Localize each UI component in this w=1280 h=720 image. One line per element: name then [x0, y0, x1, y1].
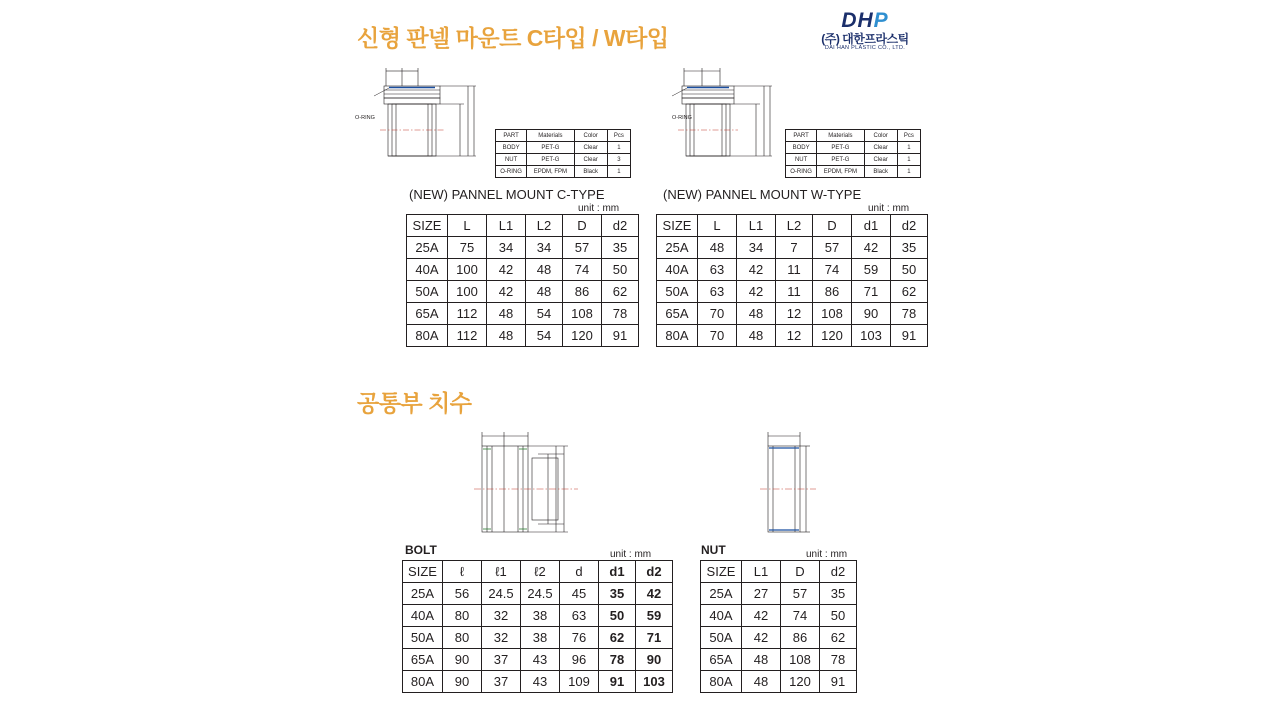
table-row	[701, 583, 857, 605]
cell: NUT	[496, 154, 527, 166]
table-header-row	[403, 561, 673, 583]
col-l2: L2	[526, 215, 563, 237]
cell: 50	[820, 605, 857, 627]
col-materials: Materials	[527, 130, 574, 142]
cell: 40A	[701, 605, 742, 627]
cell: 108	[563, 303, 602, 325]
cell: PET-G	[527, 142, 574, 154]
table-row	[701, 627, 857, 649]
cell: EPDM, FPM	[817, 166, 864, 178]
cell: 12	[776, 303, 813, 325]
table-header-row	[701, 561, 857, 583]
col-pcs: Pcs	[897, 130, 920, 142]
cell: Clear	[574, 154, 607, 166]
table-row	[496, 154, 631, 166]
cell: 24.5	[482, 583, 521, 605]
cell: 80	[443, 605, 482, 627]
col-d2: d2	[636, 561, 673, 583]
cell: 75	[448, 237, 487, 259]
cell: 7	[776, 237, 813, 259]
cell: 90	[443, 671, 482, 693]
table-row	[407, 325, 639, 347]
cell: 27	[742, 583, 781, 605]
cell: 80A	[701, 671, 742, 693]
cell: 25A	[657, 237, 698, 259]
col-l: L	[448, 215, 487, 237]
nut-caption: NUT	[701, 543, 726, 557]
cell: 80	[443, 627, 482, 649]
table-row	[407, 281, 639, 303]
unit-label-c: unit : mm	[578, 203, 620, 214]
cell: Clear	[864, 154, 897, 166]
col-l2: L2	[776, 215, 813, 237]
table-row	[657, 259, 928, 281]
cell: 90	[636, 649, 673, 671]
cell: 91	[602, 325, 639, 347]
cell: 35	[599, 583, 636, 605]
cell: 71	[636, 627, 673, 649]
company-logo	[795, 10, 935, 52]
cell: 100	[448, 259, 487, 281]
cell: 65A	[407, 303, 448, 325]
col-d1: d1	[599, 561, 636, 583]
cell: 48	[737, 325, 776, 347]
cell: 38	[521, 605, 560, 627]
cell: 48	[742, 671, 781, 693]
cell: 96	[560, 649, 599, 671]
table-row	[403, 627, 673, 649]
table-row	[407, 303, 639, 325]
cell: 62	[891, 281, 928, 303]
cell: 32	[482, 627, 521, 649]
cell: 86	[813, 281, 852, 303]
parts-table-w-type	[785, 129, 921, 178]
table-row	[657, 237, 928, 259]
cell: 80A	[657, 325, 698, 347]
o-ring-label-w: O-RING	[672, 115, 692, 121]
w-type-caption: (NEW) PANNEL MOUNT W-TYPE	[663, 187, 862, 202]
cell: 112	[448, 303, 487, 325]
cell: 86	[781, 627, 820, 649]
cell: 50A	[701, 627, 742, 649]
table-row	[407, 237, 639, 259]
spec-table-bolt	[402, 560, 673, 693]
col-pcs: Pcs	[607, 130, 630, 142]
cell: 62	[599, 627, 636, 649]
cell: 42	[852, 237, 891, 259]
col-l1: L1	[737, 215, 776, 237]
cell: 12	[776, 325, 813, 347]
cell: 70	[698, 325, 737, 347]
cell: 65A	[657, 303, 698, 325]
cell: 78	[820, 649, 857, 671]
cell: 103	[852, 325, 891, 347]
table-header-row	[786, 130, 921, 142]
col-l2: ℓ2	[521, 561, 560, 583]
cell: NUT	[786, 154, 817, 166]
cell: 74	[813, 259, 852, 281]
col-l: ℓ	[443, 561, 482, 583]
bolt-drawing	[470, 428, 590, 540]
col-d: d	[560, 561, 599, 583]
cell: 63	[698, 259, 737, 281]
table-row	[403, 671, 673, 693]
cell: 34	[526, 237, 563, 259]
cell: O-RING	[786, 166, 817, 178]
col-d: D	[813, 215, 852, 237]
logo-korean-name: (주) 대한프라스틱	[821, 32, 909, 46]
col-d: D	[563, 215, 602, 237]
spec-table-nut	[700, 560, 857, 693]
table-row	[403, 649, 673, 671]
cell: 42	[636, 583, 673, 605]
logo-mark-p: P	[873, 9, 889, 32]
cell: 74	[781, 605, 820, 627]
cell: 1	[897, 142, 920, 154]
cell: 45	[560, 583, 599, 605]
cell: 56	[443, 583, 482, 605]
cell: 65A	[701, 649, 742, 671]
cell: BODY	[496, 142, 527, 154]
cell: PET-G	[817, 154, 864, 166]
cell: 38	[521, 627, 560, 649]
cell: 80A	[403, 671, 443, 693]
cell: 50A	[403, 627, 443, 649]
cell: 35	[891, 237, 928, 259]
table-row	[496, 166, 631, 178]
page-title-bottom: 공통부 치수	[357, 390, 472, 416]
cell: 80A	[407, 325, 448, 347]
bolt-caption: BOLT	[405, 543, 437, 557]
cell: 112	[448, 325, 487, 347]
col-d2: d2	[602, 215, 639, 237]
table-row	[701, 605, 857, 627]
cell: 91	[820, 671, 857, 693]
cell: Black	[864, 166, 897, 178]
cell: 3	[607, 154, 630, 166]
cell: 37	[482, 649, 521, 671]
cell: 63	[560, 605, 599, 627]
cell: 54	[526, 325, 563, 347]
cell: 59	[852, 259, 891, 281]
cell: 42	[737, 281, 776, 303]
col-size: SIZE	[701, 561, 742, 583]
cell: 1	[607, 166, 630, 178]
cell: 48	[526, 281, 563, 303]
cell: 42	[742, 627, 781, 649]
cell: 62	[602, 281, 639, 303]
cell: 24.5	[521, 583, 560, 605]
cell: 48	[698, 237, 737, 259]
logo-mark-dh: DH	[841, 9, 874, 32]
cell: 40A	[403, 605, 443, 627]
col-color: Color	[574, 130, 607, 142]
cell: Black	[574, 166, 607, 178]
col-l1: ℓ1	[482, 561, 521, 583]
col-part: PART	[786, 130, 817, 142]
cell: 90	[852, 303, 891, 325]
col-l1: L1	[742, 561, 781, 583]
table-row	[701, 649, 857, 671]
cell: 48	[487, 325, 526, 347]
cell: 78	[602, 303, 639, 325]
cell: 86	[563, 281, 602, 303]
cell: 54	[526, 303, 563, 325]
cell: 48	[742, 649, 781, 671]
cell: 48	[487, 303, 526, 325]
table-row	[403, 583, 673, 605]
cell: 103	[636, 671, 673, 693]
cell: EPDM, FPM	[527, 166, 574, 178]
cell: 50	[891, 259, 928, 281]
page-title-top: 신형 판넬 마운트 C타입 / W타입	[357, 25, 669, 51]
cell: 1	[897, 166, 920, 178]
cell: 78	[891, 303, 928, 325]
table-row	[657, 325, 928, 347]
cell: 71	[852, 281, 891, 303]
table-row	[403, 605, 673, 627]
table-row	[496, 142, 631, 154]
cell: 48	[526, 259, 563, 281]
spec-table-c-type	[406, 214, 639, 347]
cell: 120	[813, 325, 852, 347]
col-d: D	[781, 561, 820, 583]
table-row	[701, 671, 857, 693]
cell: 91	[891, 325, 928, 347]
cell: 43	[521, 671, 560, 693]
cell: 57	[781, 583, 820, 605]
cell: 32	[482, 605, 521, 627]
col-size: SIZE	[657, 215, 698, 237]
cell: 50A	[657, 281, 698, 303]
cell: 40A	[657, 259, 698, 281]
cell: 62	[820, 627, 857, 649]
cell: 11	[776, 259, 813, 281]
cell: 90	[443, 649, 482, 671]
cell: 1	[897, 154, 920, 166]
cell: 91	[599, 671, 636, 693]
col-materials: Materials	[817, 130, 864, 142]
cell: 42	[487, 259, 526, 281]
nut-drawing	[748, 428, 838, 540]
o-ring-label-c: O-RING	[355, 115, 375, 121]
table-header-row	[657, 215, 928, 237]
cell: 120	[781, 671, 820, 693]
cell: 42	[487, 281, 526, 303]
cell: 34	[737, 237, 776, 259]
cell: 50	[602, 259, 639, 281]
cell: 1	[607, 142, 630, 154]
cell: 11	[776, 281, 813, 303]
cell: 109	[560, 671, 599, 693]
cell: 25A	[407, 237, 448, 259]
table-row	[657, 303, 928, 325]
table-row	[786, 166, 921, 178]
cell: 50A	[407, 281, 448, 303]
col-color: Color	[864, 130, 897, 142]
col-d2: d2	[820, 561, 857, 583]
table-header-row	[496, 130, 631, 142]
cell: Clear	[574, 142, 607, 154]
parts-table-c-type	[495, 129, 631, 178]
cell: 76	[560, 627, 599, 649]
cell: 42	[742, 605, 781, 627]
c-type-drawing	[372, 62, 502, 177]
cell: 78	[599, 649, 636, 671]
cell: 57	[563, 237, 602, 259]
col-d1: d1	[852, 215, 891, 237]
logo-mark	[795, 10, 935, 31]
unit-label-w: unit : mm	[868, 203, 910, 214]
cell: 25A	[701, 583, 742, 605]
cell: 59	[636, 605, 673, 627]
col-part: PART	[496, 130, 527, 142]
cell: 100	[448, 281, 487, 303]
unit-label-nut: unit : mm	[806, 549, 848, 560]
table-row	[786, 154, 921, 166]
cell: 50	[599, 605, 636, 627]
cell: 40A	[407, 259, 448, 281]
table-row	[786, 142, 921, 154]
c-type-caption: (NEW) PANNEL MOUNT C-TYPE	[409, 187, 605, 202]
cell: 34	[487, 237, 526, 259]
cell: 48	[737, 303, 776, 325]
cell: O-RING	[496, 166, 527, 178]
cell: PET-G	[817, 142, 864, 154]
cell: 63	[698, 281, 737, 303]
cell: BODY	[786, 142, 817, 154]
table-row	[657, 281, 928, 303]
table-header-row	[407, 215, 639, 237]
cell: Clear	[864, 142, 897, 154]
cell: PET-G	[527, 154, 574, 166]
spec-table-w-type	[656, 214, 928, 347]
cell: 42	[737, 259, 776, 281]
col-d2: d2	[891, 215, 928, 237]
col-size: SIZE	[403, 561, 443, 583]
cell: 37	[482, 671, 521, 693]
cell: 43	[521, 649, 560, 671]
unit-label-bolt: unit : mm	[610, 549, 652, 560]
col-l: L	[698, 215, 737, 237]
cell: 108	[813, 303, 852, 325]
cell: 35	[820, 583, 857, 605]
cell: 70	[698, 303, 737, 325]
cell: 25A	[403, 583, 443, 605]
cell: 108	[781, 649, 820, 671]
col-size: SIZE	[407, 215, 448, 237]
cell: 120	[563, 325, 602, 347]
cell: 35	[602, 237, 639, 259]
cell: 57	[813, 237, 852, 259]
table-row	[407, 259, 639, 281]
cell: 65A	[403, 649, 443, 671]
logo-english-name: DAI HAN PLASTIC CO., LTD.	[824, 45, 906, 51]
cell: 74	[563, 259, 602, 281]
col-l1: L1	[487, 215, 526, 237]
